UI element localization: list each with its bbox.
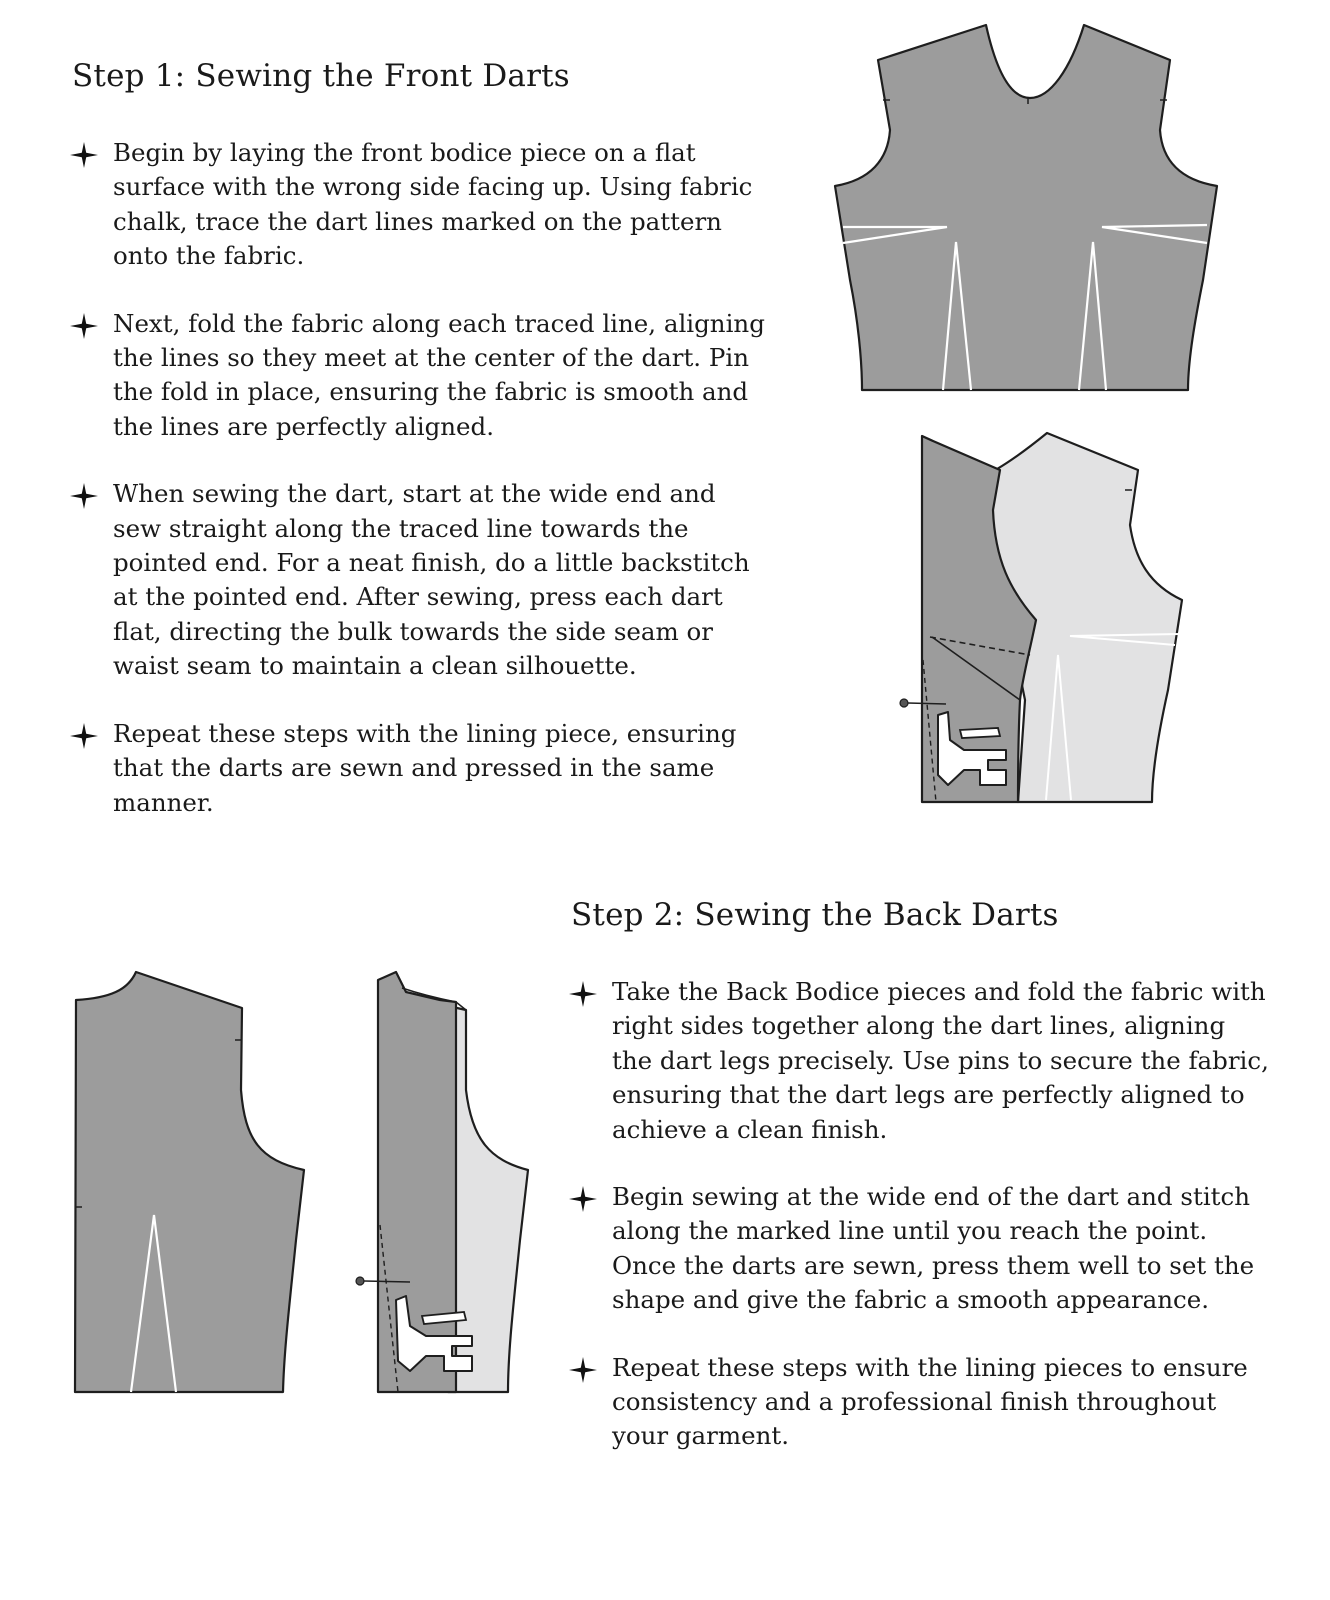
step1-item-text: Next, fold the fabric along each traced line, aligning the lines so they meet at the center of the dart. Pin the fold in place, ensuring the fabric is smooth and the lines are perfectly aligned. <box>113 308 765 441</box>
step1-heading: Step 1: Sewing the Front Darts <box>72 58 570 94</box>
four-point-star-icon <box>70 723 98 749</box>
back-bodice-illustration <box>60 960 320 1410</box>
step1-item <box>70 307 770 445</box>
front-bodice-illustration <box>820 10 1240 410</box>
step2-item <box>569 1180 1269 1318</box>
step2-item-text: Repeat these steps with the lining pieces to ensure consistency and a professional finish throughout your garment. <box>612 1352 1248 1451</box>
step1-item <box>70 136 770 274</box>
back-lining-piece <box>448 1006 528 1392</box>
front-dart-sewing-illustration <box>890 425 1200 815</box>
four-point-star-icon <box>569 1357 597 1383</box>
back-dart-sewing-illustration <box>345 960 545 1410</box>
four-point-star-icon <box>569 981 597 1007</box>
four-point-star-icon <box>70 313 98 339</box>
four-point-star-icon <box>569 1186 597 1212</box>
front-bodice-piece <box>835 25 1217 390</box>
step1-item-text: Begin by laying the front bodice piece on a flat surface with the wrong side facing up. Using fabric chalk, trace the dart lines marked on the pattern onto the fabric. <box>113 138 753 271</box>
step1-item-text: Repeat these steps with the lining piece, ensuring that the darts are sewn and pressed in the same manner. <box>113 718 737 817</box>
step2-item <box>569 975 1269 1147</box>
step1-list <box>70 136 770 853</box>
step2-item-text: Take the Back Bodice pieces and fold the fabric with right sides together along the dart lines, aligning the dart legs precisely. Use pins to secure the fabric, ensuring that the dart legs are perfectly aligned to achieve a clean finish. <box>612 977 1269 1144</box>
folded-back-piece <box>378 972 456 1392</box>
four-point-star-icon <box>70 142 98 168</box>
step1-item <box>70 477 770 683</box>
step2-item <box>569 1351 1269 1454</box>
step2-heading: Step 2: Sewing the Back Darts <box>571 897 1059 933</box>
step2-list <box>569 975 1269 1487</box>
step1-item-text: When sewing the dart, start at the wide end and sew straight along the traced line towards the pointed end. For a neat finish, do a little backstitch at the pointed end. After sewing, press each dart flat, directing the bulk towards the side seam or waist seam to maintain a clean silhouette. <box>113 479 750 681</box>
back-bodice-piece <box>75 972 304 1392</box>
step2-item-text: Begin sewing at the wide end of the dart and stitch along the marked line until you reach the point. Once the darts are sewn, press them well to set the shape and give the fabric a smooth appearance. <box>612 1182 1255 1315</box>
step1-item <box>70 717 770 820</box>
four-point-star-icon <box>70 483 98 509</box>
